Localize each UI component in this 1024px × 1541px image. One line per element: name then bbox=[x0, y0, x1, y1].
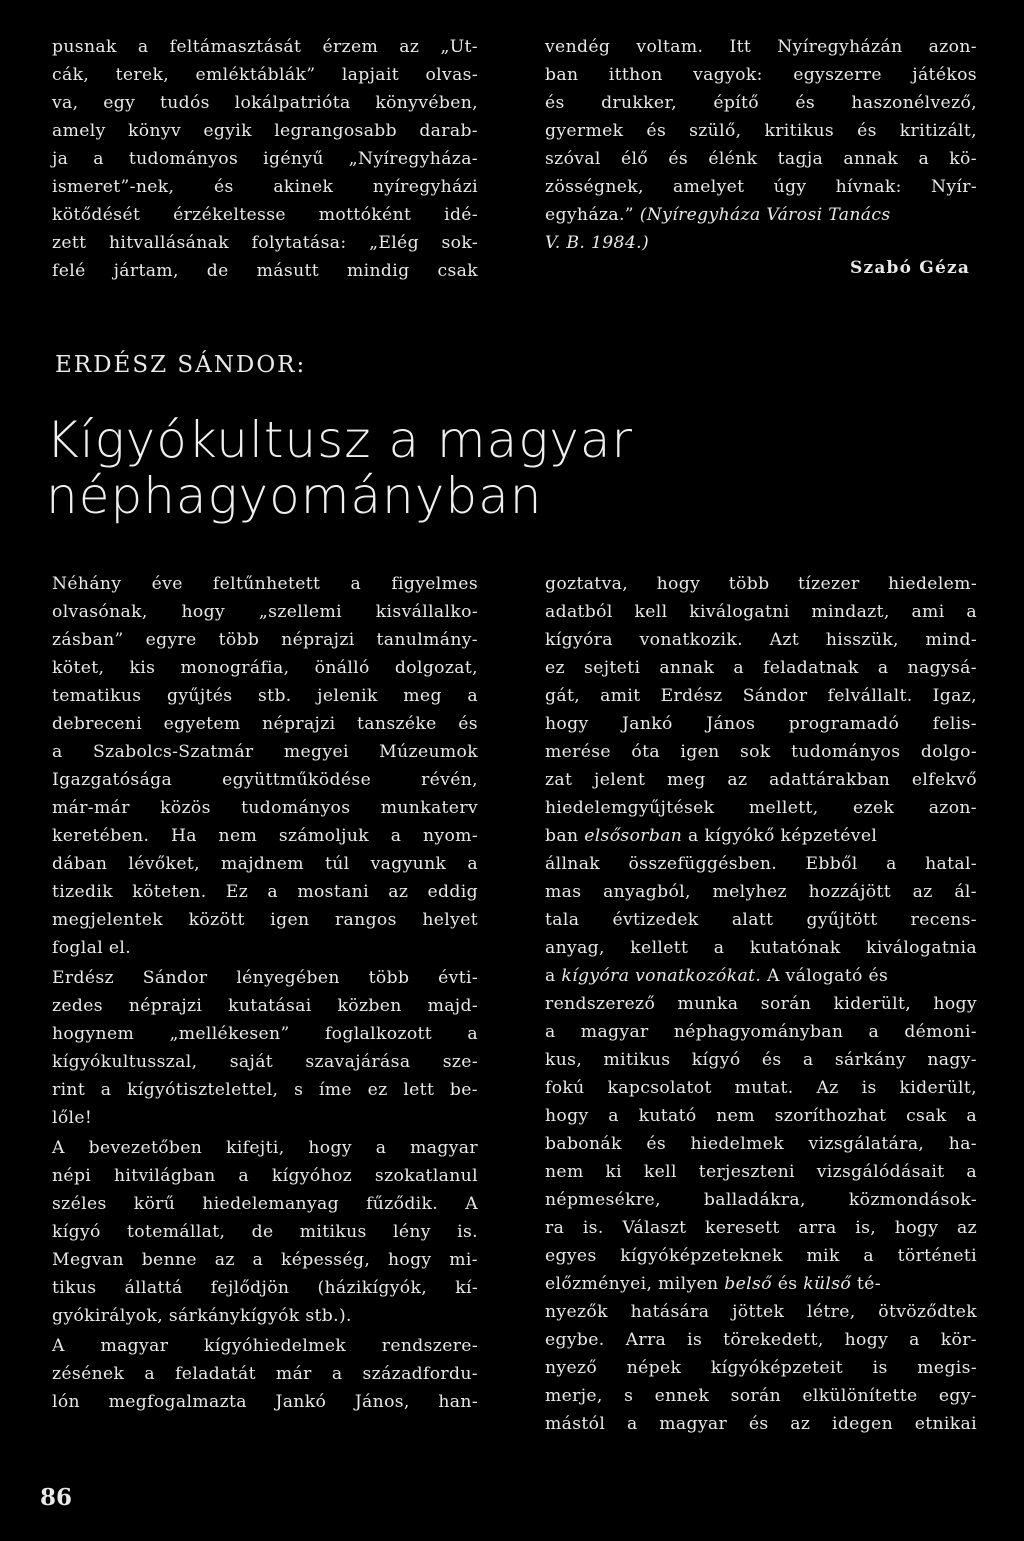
text-line: gát, amit Erdész Sándor felvállalt. Igaz, bbox=[545, 686, 977, 706]
text-line: hiedelemgyűjtések mellett, ezek azon- bbox=[545, 798, 977, 818]
text-line: tematikus gyűjtés stb. jelenik meg a bbox=[52, 686, 478, 706]
text-line: A magyar kígyóhiedelmek rendszere- bbox=[52, 1336, 478, 1356]
text-line: V. B. 1984.) bbox=[545, 233, 649, 253]
text-line: nyezők hatására jöttek létre, ötvöződtek bbox=[545, 1302, 977, 1322]
text-line: Erdész Sándor lényegében több évti- bbox=[52, 968, 478, 988]
text-line: kötet, kis monográfia, önálló dolgozat, bbox=[52, 658, 478, 678]
text-line: Néhány éve feltűnhetett a figyelmes bbox=[52, 574, 478, 594]
text-line: hogy Jankó János programadó felis- bbox=[545, 714, 977, 734]
text-line: dában lévőket, majdnem túl vagyunk a bbox=[52, 854, 478, 874]
text-line: debreceni egyetem néprajzi tanszéke és bbox=[52, 714, 478, 734]
text-line: előzményei, milyen belső és külső té- bbox=[545, 1274, 881, 1294]
text-line: zat jelent meg az adattárakban elfekvő bbox=[545, 770, 977, 790]
text-line: kígyóra vonatkozik. Azt hisszük, mind- bbox=[545, 630, 977, 650]
text-line: egyes kígyóképzeteknek mik a történeti bbox=[545, 1246, 977, 1266]
top-right-column bbox=[545, 33, 977, 257]
text-line: anyag, kellett a kutatónak kiválogatnia bbox=[545, 938, 977, 958]
text-line: cák, terek, emléktáblák” lapjait olvas- bbox=[52, 65, 478, 85]
text-line: tikus állattá fejlődjön (házikígyók, kí- bbox=[52, 1278, 478, 1298]
text-line: amely könyv egyik legrangosabb darab- bbox=[52, 121, 478, 141]
text-line: babonák és hiedelmek vizsgálatára, ha- bbox=[545, 1134, 977, 1154]
text-line: zett hitvallásának folytatása: „Elég sok- bbox=[52, 233, 478, 253]
text-line: ra is. Választ keresett arra is, hogy az bbox=[545, 1218, 977, 1238]
text-line: felé jártam, de másutt mindig csak bbox=[52, 261, 478, 281]
text-line: goztatva, hogy több tízezer hiedelem- bbox=[545, 574, 977, 594]
article-title-line-1: Kígyókultusz a magyar bbox=[46, 411, 634, 469]
text-line: ban itthon vagyok: egyszerre játékos bbox=[545, 65, 977, 85]
text-line: széles körű hiedelemanyag fűződik. A bbox=[52, 1194, 478, 1214]
article-author: ERDÉSZ SÁNDOR: bbox=[55, 352, 307, 378]
text-line: egybe. Arra is törekedett, hogy a kör- bbox=[545, 1330, 977, 1350]
text-line: ismeret”-nek, és akinek nyíregyházi bbox=[52, 177, 478, 197]
page-number: 86 bbox=[40, 1484, 73, 1511]
text-line: pusnak a feltámasztását érzem az „Ut- bbox=[52, 37, 478, 57]
text-line: gyermek és szülő, kritikus és kritizált, bbox=[545, 121, 977, 141]
text-line: foglal el. bbox=[52, 938, 132, 958]
text-line: kígyókultusszal, saját szavajárása sze- bbox=[52, 1052, 478, 1072]
text-line: merése óta igen sok tudományos dolgo- bbox=[545, 742, 977, 762]
text-line: merje, s ennek során elkülönítette egy- bbox=[545, 1386, 977, 1406]
body-right-column bbox=[545, 570, 977, 1438]
text-line: lőle! bbox=[52, 1108, 93, 1128]
text-line: ez sejteti annak a feladatnak a nagysá- bbox=[545, 658, 977, 678]
text-line: népi hitvilágban a kígyóhoz szokatlanul bbox=[52, 1166, 478, 1186]
text-line: hogy a kutató nem szoríthozhat csak a bbox=[545, 1106, 977, 1126]
article-title-line-2: néphagyományban bbox=[46, 467, 543, 525]
top-left-column bbox=[52, 33, 478, 285]
text-line: adatból kell kiválogatni mindazt, ami a bbox=[545, 602, 977, 622]
text-line: zésének a feladatát már a századfordu- bbox=[52, 1364, 478, 1384]
text-line: vendég voltam. Itt Nyíregyházán azon- bbox=[545, 37, 977, 57]
text-line: va, egy tudós lokálpatrióta könyvében, bbox=[52, 93, 478, 113]
article-title bbox=[46, 412, 633, 524]
text-line: zösségnek, amelyet úgy hívnak: Nyír- bbox=[545, 177, 977, 197]
signature: Szabó Géza bbox=[850, 258, 971, 278]
text-line: gyókirályok, sárkánykígyók stb.). bbox=[52, 1306, 352, 1326]
text-line: népmesékre, balladákra, közmondások- bbox=[545, 1190, 977, 1210]
text-line: kígyó totemállat, de mitikus lény is. bbox=[52, 1222, 478, 1242]
text-line: tala évtizedek alatt gyűjtött recens- bbox=[545, 910, 977, 930]
text-line: rendszerező munka során kiderült, hogy bbox=[545, 994, 977, 1014]
text-line: lón megfogalmazta Jankó János, han- bbox=[52, 1392, 478, 1412]
text-line: fokú kapcsolatot mutat. Az is kiderült, bbox=[545, 1078, 977, 1098]
text-line: már-már közös tudományos munkaterv bbox=[52, 798, 478, 818]
text-line: mástól a magyar és az idegen etnikai bbox=[545, 1414, 977, 1434]
text-line: állnak összefüggésben. Ebből a hatal- bbox=[545, 854, 977, 874]
text-line: olvasónak, hogy „szellemi kisvállalko- bbox=[52, 602, 478, 622]
text-line: és drukker, építő és haszonélvező, bbox=[545, 93, 977, 113]
text-line: egyháza.” (Nyíregyháza Városi Tanács bbox=[545, 205, 891, 225]
text-line: Igazgatósága együttműködése révén, bbox=[52, 770, 478, 790]
body-left-column bbox=[52, 570, 478, 1416]
text-line: rint a kígyótisztelettel, s íme ez lett be- bbox=[52, 1080, 478, 1100]
text-line: nyező népek kígyóképzeteit is megis- bbox=[545, 1358, 977, 1378]
text-line: tizedik köteten. Ez a mostani az eddig bbox=[52, 882, 478, 902]
text-line: szóval élő és élénk tagja annak a kö- bbox=[545, 149, 977, 169]
text-line: ja a tudományos igényű „Nyíregyháza- bbox=[52, 149, 478, 169]
text-line: mas anyagból, melyhez hozzájött az ál- bbox=[545, 882, 977, 902]
text-line: Megvan benne az a képesség, hogy mi- bbox=[52, 1250, 478, 1270]
text-line: ban elsősorban a kígyókő képzetével bbox=[545, 826, 878, 846]
text-line: A bevezetőben kifejti, hogy a magyar bbox=[52, 1138, 478, 1158]
text-line: kötődését érzékeltesse mottóként idé- bbox=[52, 205, 478, 225]
text-line: hogynem „mellékesen” foglalkozott a bbox=[52, 1024, 478, 1044]
text-line: kus, mitikus kígyó és a sárkány nagy- bbox=[545, 1050, 977, 1070]
text-line: a magyar néphagyományban a démoni- bbox=[545, 1022, 977, 1042]
text-line: a kígyóra vonatkozókat. A válogató és bbox=[545, 966, 889, 986]
text-line: keretében. Ha nem számoljuk a nyom- bbox=[52, 826, 478, 846]
text-line: zedes néprajzi kutatásai közben majd- bbox=[52, 996, 478, 1016]
text-line: zásban” egyre több néprajzi tanulmány- bbox=[52, 630, 478, 650]
text-line: megjelentek között igen rangos helyet bbox=[52, 910, 478, 930]
text-line: nem ki kell terjeszteni vizsgálódásait a bbox=[545, 1162, 977, 1182]
text-line: a Szabolcs-Szatmár megyei Múzeumok bbox=[52, 742, 478, 762]
